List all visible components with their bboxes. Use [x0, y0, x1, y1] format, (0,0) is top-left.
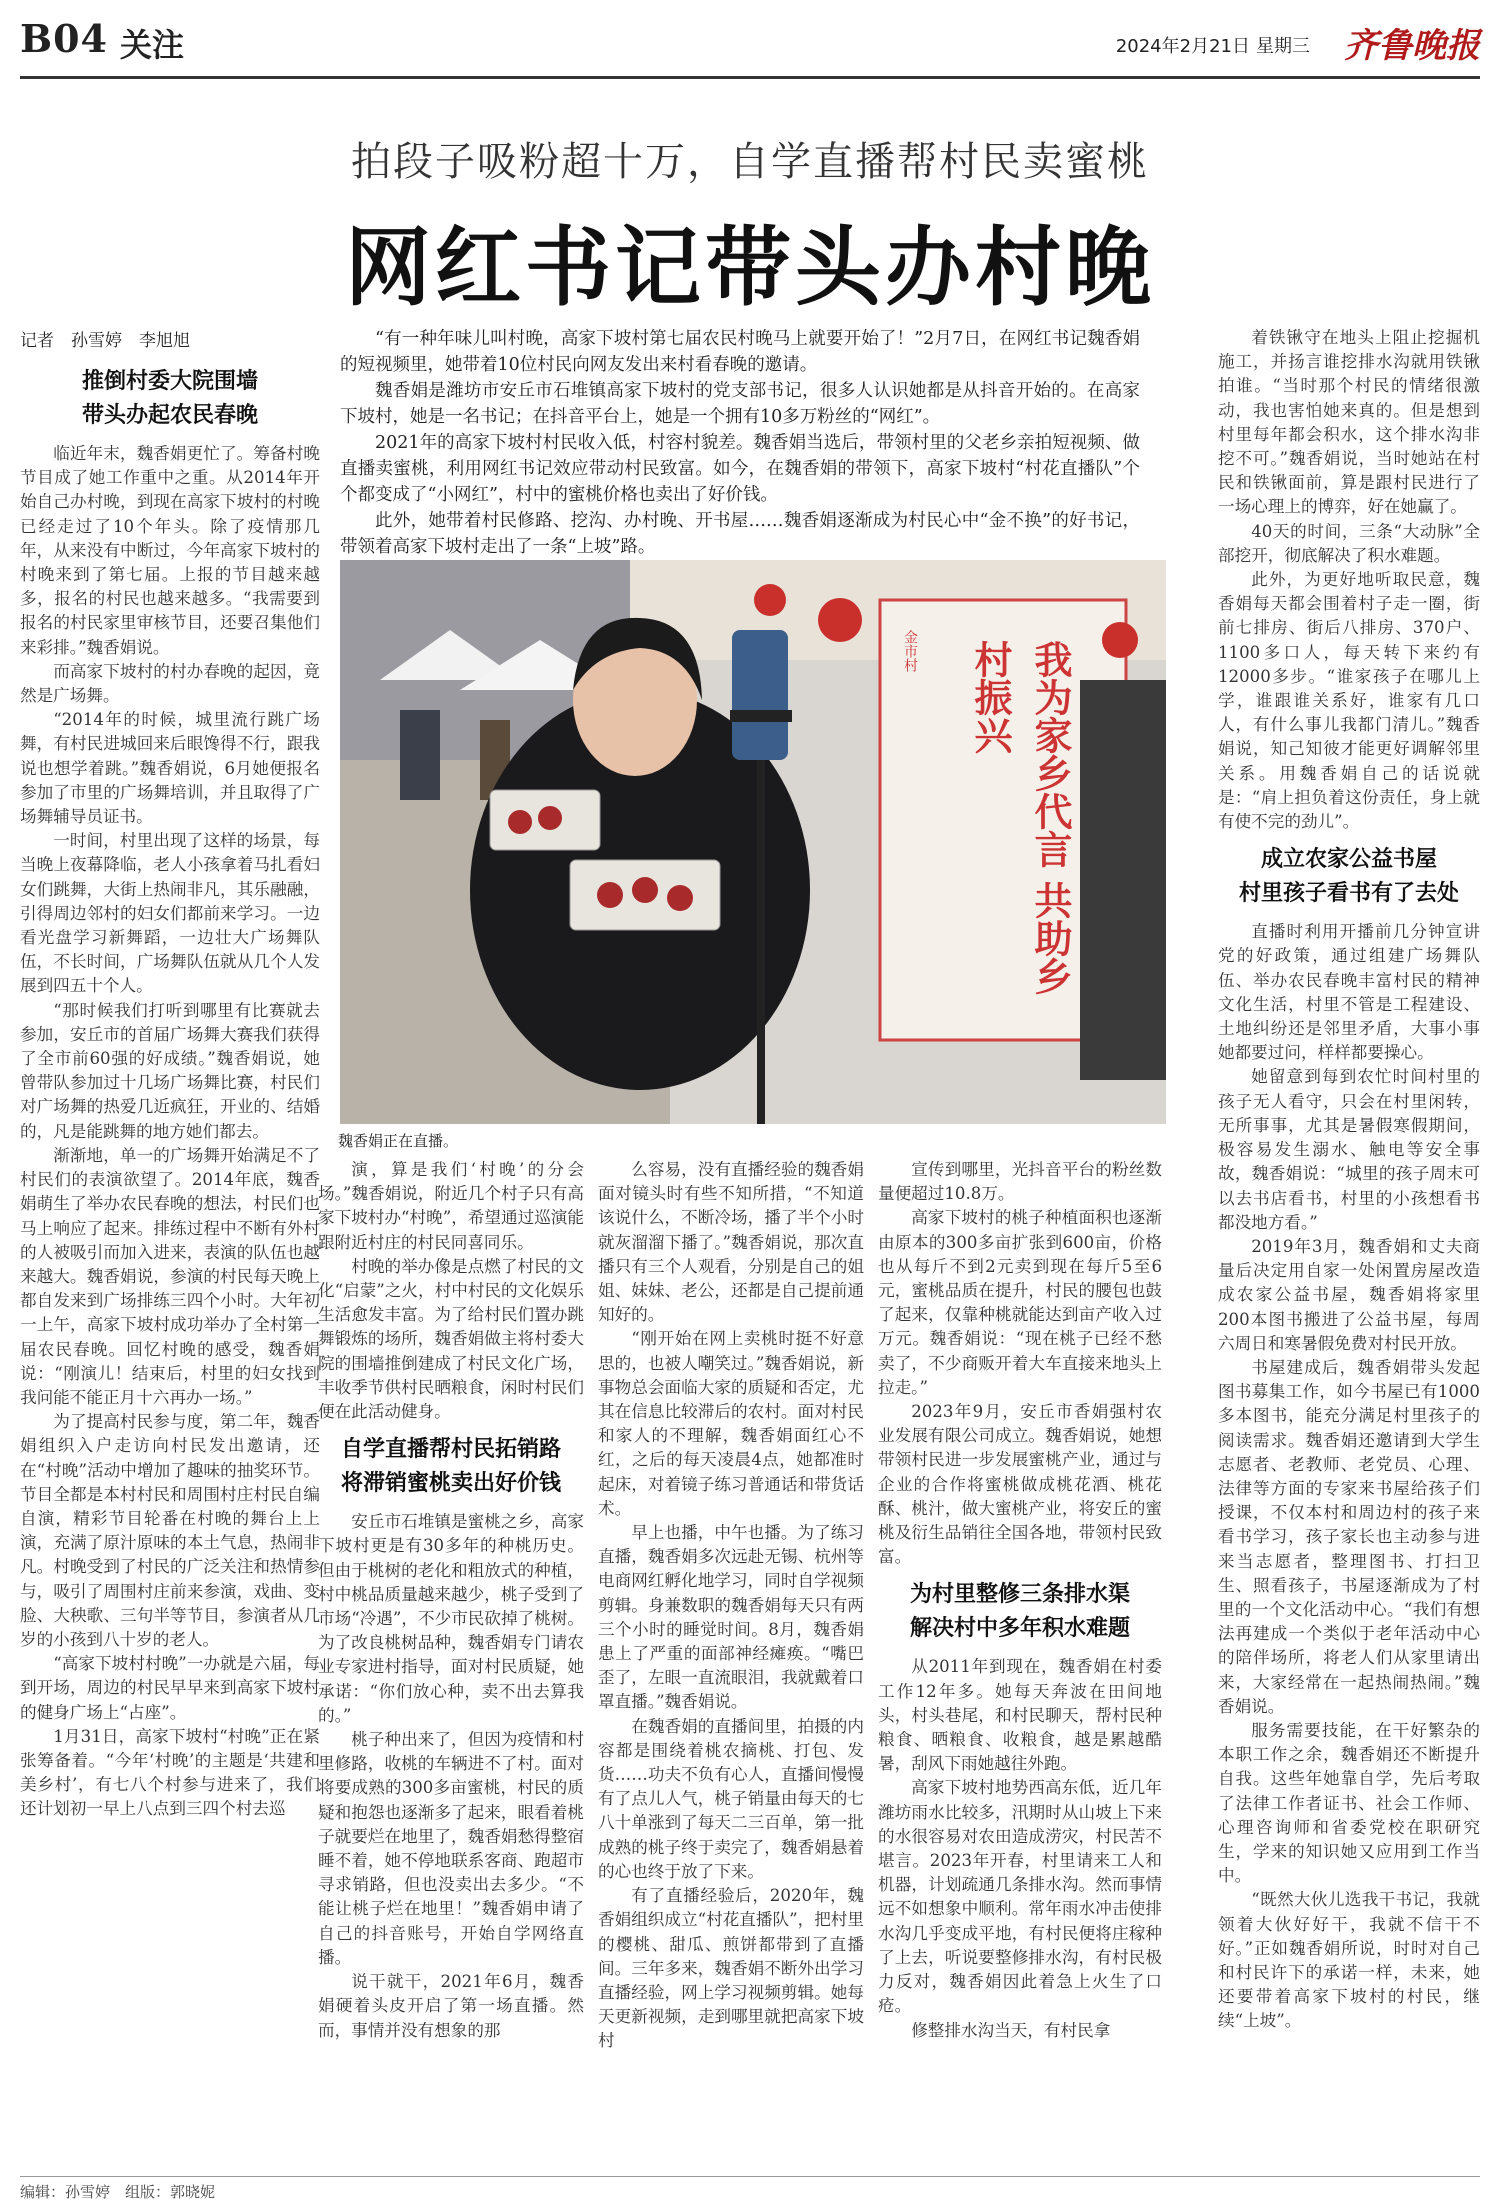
- paragraph: 村晚的举办像是点燃了村民的文化“启蒙”之火，村中村民的文化娱乐生活愈发丰富。为了给村民们置办跳舞锻炼的场所，魏香娟做主将村委大院的围墙推倒建成了村民文化广场，丰收季节供村民晒粮食，闲时村民们便在此活动健身。: [318, 1256, 584, 1422]
- heading-line: 自学直播帮村民拓销路: [340, 1436, 561, 1463]
- lead-paragraph: 2021年的高家下坡村村民收入低，村容村貌差。魏香娟当选后，带领村里的父老乡亲拍短视频、做直播卖蜜桃，利用网红书记效应带动村民致富。如今，在魏香娟的带领下，高家下坡村“村花直播队”个个都变成了“小网红”，村中的蜜桃价格也卖出了好价钱。: [340, 433, 1140, 505]
- paragraph: 她留意到每到农忙时间村里的孩子无人看守，只会在村里闲转，无所事事，尤其是暑假寒假期间，极容易发生溺水、触电等安全事故，魏香娟说：“城里的孩子周末可以去书店看书，村里的小孩想看书都没地方看。”: [1218, 1067, 1480, 1232]
- paragraph: “既然大伙儿选我干书记，我就领着大伙好好干，我就不信干不好。”正如魏香娟所说，时时对自己和村民许下的承诺一样，未来，她还要带着高家下坡村的村民，继续“上坡”。: [1218, 1890, 1480, 2031]
- page-footer: 编辑：孙雪婷 组版：郭晓妮: [20, 2176, 1480, 2202]
- paragraph: 着铁锹守在地头上阻止挖掘机施工，并扬言谁挖排水沟就用铁锹拍谁。“当时那个村民的情绪很激动，我也害怕她来真的。但是想到村里每年都会积水，这个排水沟非挖不可。”魏香娟说，当时她站在村民和铁锹面前，算是跟村民进行了一场心理上的博弈，好在她赢了。: [1218, 328, 1480, 517]
- heading-line: 村里孩子看书有了去处: [1238, 880, 1459, 907]
- issue-weekday: 星期三: [1256, 36, 1310, 57]
- paragraph: 2019年3月，魏香娟和丈夫商量后决定用自家一处闲置房屋改造成农家公益书屋，魏香娟将家里200本图书搬进了公益书屋，每周六周日和寒暑假免费对村民开放。: [1218, 1236, 1480, 1353]
- lead-paragraph: “有一种年味儿叫村晚，高家下坡村第七届农民村晚马上就要开始了！”2月7日，在网红书记魏香娟的短视频里，她带着10位村民向网友发出来村看春晚的邀请。: [340, 329, 1140, 375]
- section-name: 关注: [120, 26, 185, 64]
- paragraph: 桃子种出来了，但因为疫情和村里修路，收桃的车辆进不了村。面对将要成熟的300多亩蜜桃，村民的质疑和抱怨也逐渐多了起来，眼看着桃子就要烂在地里了，魏香娟愁得整宿睡不着，她不停地联系客商、跑超市寻求销路，但也没卖出去多少。“不能让桃子烂在地里！”魏香娟申请了自己的抖音账号，开始自学网络直播。: [318, 1730, 584, 1967]
- article-column-1: [20, 356, 320, 1822]
- paragraph: 一时间，村里出现了这样的场景，每当晚上夜幕降临，老人小孩拿着马扎看妇女们跳舞，大街上热闹非凡，其乐融融，引得周边邻村的妇女们都前来学习。一边看光盘学习新舞蹈，一边壮大广场舞队伍，不长时间，广场舞队伍就从几个人发展到四五十个人。: [20, 831, 320, 996]
- section-heading: [1218, 842, 1480, 910]
- paragraph: 说干就干，2021年6月，魏香娟硬着头皮开启了第一场直播。然而，事情并没有想象的那: [318, 1972, 584, 2040]
- paragraph: 从2011年到现在，魏香娟在村委工作12年多。她每天奔波在田间地头，村头巷尾，和村民聊天，帮村民种粮食、晒粮食、收粮食，越是累越酷暑，刮风下雨她越往外跑。: [878, 1657, 1162, 1774]
- lead-paragraph: 此外，她带着村民修路、挖沟、办村晚、开书屋……魏香娟逐渐成为村民心中“金不换”的好书记，带领着高家下坡村走出了一条“上坡”路。: [340, 511, 1140, 557]
- photo-banner: [900, 630, 1073, 1010]
- headline-subtitle: 拍段子吸粉超十万，自学直播帮村民卖蜜桃: [351, 139, 1149, 185]
- section-heading: [20, 364, 320, 432]
- byline: 记者 孙雪婷 李旭旭: [20, 331, 190, 351]
- article-column-5: [1218, 326, 1480, 2034]
- paragraph: 而高家下坡村的村办春晚的起因，竟然是广场舞。: [20, 661, 320, 706]
- lead-paragraph: 魏香娟是潍坊市安丘市石堆镇高家下坡村的党支部书记，很多人认识她都是从抖音开始的。在高家下坡村，她是一名书记；在抖音平台上，她是一个拥有10多万粉丝的“网红”。: [340, 381, 1140, 427]
- paragraph: 在魏香娟的直播间里，拍摄的内容都是围绕着桃农摘桃、打包、发货……功夫不负有心人，直播间慢慢有了点儿人气，桃子销量由每天的七八十单涨到了每天二三百单，第一批成熟的桃子终于卖完了，魏香娟悬着的心也终于放了下来。: [598, 1716, 864, 1881]
- article-column-2: [318, 1158, 584, 2043]
- banner-side-text: 金市村: [902, 630, 918, 672]
- paragraph: 为了提高村民参与度，第二年，魏香娟组织入户走访向村民发出邀请，还在“村晚”活动中增加了趣味的抽奖环节。节目全都是本村村民和周围村庄村民自编自演，精彩节目轮番在村晚的舞台上上演，充满了原汁原味的本土气息，热闹非凡。村晚受到了村民的广泛关注和热情参与，吸引了周围村庄前来参演，戏曲、变脸、大秧歌、三句半等节目，参演者从几岁的小孩到八十岁的老人。: [20, 1412, 320, 1649]
- paragraph: 40天的时间，三条“大动脉”全部挖开，彻底解决了积水难题。: [1218, 521, 1480, 565]
- article-column-3: [598, 1158, 864, 2054]
- heading-line: 推倒村委大院围墙: [81, 368, 258, 394]
- section-heading: [878, 1577, 1162, 1645]
- issue-date: 2024年2月21日: [1115, 36, 1250, 57]
- newspaper-logo: 齐鲁晚报: [1344, 26, 1480, 66]
- paragraph: 早上也播，中午也播。为了练习直播，魏香娟多次远赴无锡、杭州等电商网红孵化地学习，同时自学视频剪辑。身兼数职的魏香娟每天只有两三个小时的睡觉时间。8月，魏香娟患上了严重的面部神经瘫痪。“嘴巴歪了，左眼一直流眼泪，我就戴着口罩直播。”魏香娟说。: [598, 1523, 864, 1712]
- paragraph: 此外，为更好地听取民意，魏香娟每天都会围着村子走一圈，街前七排房、街后八排房、370户、1100多口人，每天转下来约有12000多步。“谁家孩子在哪儿上学，谁跟谁关系好，谁家有几口人，有什么事儿我都门清儿。”魏香娟说，知己知彼才能更好调解邻里关系。用魏香娟自己的话说就是：“肩上担负着这份责任，身上就有使不完的劲儿”。: [1218, 570, 1480, 832]
- paragraph: 直播时利用开播前几分钟宣讲党的好政策，通过组建广场舞队伍、举办农民春晚丰富村民的精神文化生活，村里不管是工程建设、土地纠纷还是邻里矛盾，大事小事她都要过问，样样都要操心。: [1218, 922, 1480, 1063]
- paragraph: “2014年的时候，城里流行跳广场舞，有村民进城回来后眼馋得不行，跟我说也想学着跳。”魏香娟说，6月她便报名参加了市里的广场舞培训，并且取得了广场舞辅导员证书。: [20, 710, 320, 827]
- paragraph: 临近年末，魏香娟更忙了。筹备村晚节目成了她工作重中之重。从2014年开始自己办村晚，到现在高家下坡村的村晚已经走过了10个年头。除了疫情那几年，从来没有中断过，今年高家下坡村的村晚来到了第七届。上报的节目越来越多，报名的村民也越来越多。“我需要到报名的村民家里审核节目，还要召集他们来彩排。”魏香娟说。: [20, 444, 320, 657]
- heading-line: 成立农家公益书屋: [1260, 846, 1437, 873]
- page-number: B04: [20, 16, 108, 61]
- lead-text: [340, 326, 1140, 560]
- paragraph: “那时候我们打听到哪里有比赛就去参加，安丘市的首届广场舞大赛我们获得了全市前60强的好成绩。”魏香娟说，她曾带队参加过十几场广场舞比赛，村民们对广场舞的热爱几近疯狂，开业的、结婚的，凡是能跳舞的地方她们都去。: [20, 1000, 320, 1141]
- paragraph: “刚开始在网上卖桃时挺不好意思的，也被人嘲笑过。”魏香娟说，新事物总会面临大家的质疑和否定，尤其在信息比较滞后的农村。面对村民和家人的不理解，魏香娟面红心不红，之后的每天凌晨4点，她都准时起床，对着镜子练习普通话和带货话术。: [598, 1329, 864, 1518]
- paragraph: 么容易，没有直播经验的魏香娟面对镜头时有些不知所措，“不知道该说什么，不断冷场，播了半个小时就灰溜溜下播了。”魏香娟说，那次直播只有三个人观看，分别是自己的姐姐、妹妹、老公，还都是自己提前通知好的。: [598, 1160, 864, 1325]
- section-heading: [318, 1432, 584, 1500]
- article-photo: [340, 560, 1166, 1124]
- headline-title: 网红书记带头办村晚: [345, 217, 1155, 318]
- paragraph: 2023年9月，安丘市香娟强村农业发展有限公司成立。魏香娟说，她想带领村民进一步发展蜜桃产业，通过与企业的合作将蜜桃做成桃花酒、桃花酥、桃汁，做大蜜桃产业，将安丘的蜜桃及衍生品销往全国各地，带领村民致富。: [878, 1402, 1162, 1567]
- paragraph: 高家下坡村的桃子种植面积也逐渐由原本的300多亩扩张到600亩，价格也从每斤不到2元卖到现在每斤5至6元，蜜桃品质在提升，村民的腰包也鼓了起来，仅靠种桃就能达到亩产收入过万元。魏香娟说：“现在桃子已经不愁卖了，不少商贩开着大车直接来地头上拉走。”: [878, 1208, 1162, 1397]
- paragraph: 演，算是我们‘村晚’的分会场。”魏香娟说，附近几个村子只有高家下坡村办“村晚”，希望通过巡演能跟附近村庄的村民同喜同乐。: [318, 1160, 584, 1252]
- photo-caption: 魏香娟正在直播。: [338, 1132, 459, 1150]
- paragraph: 渐渐地，单一的广场舞开始满足不了村民们的表演欲望了。2014年底，魏香娟萌生了举办农民春晚的想法，村民们也马上响应了起来。排练过程中不断有外村的人被吸引而加入进来，表演的队伍也越来越大。魏香娟说，参演的村民每天晚上都自发来到广场排练三四个小时。大年初一上午，高家下坡村成功举办了全村第一届农民春晚。回忆村晚的感受，魏香娟说：“刚演儿！结束后，村里的妇女找到我问能不能正月十六再办一场。”: [20, 1145, 320, 1407]
- banner-slogan: 我为家乡代言 共助乡村振兴: [968, 640, 1073, 996]
- paragraph: 1月31日，高家下坡村“村晚”正在紧张筹备着。“今年‘村晚’的主题是‘共建和美乡村’，有七八个村参与进来了，我们还计划初一早上八点到三四个村去巡: [20, 1726, 320, 1819]
- paragraph: 安丘市石堆镇是蜜桃之乡，高家下坡村更是有30多年的种桃历史。但由于桃树的老化和粗放式的种植，村中桃品质量越来越少，桃子受到了市场“冷遇”，不少市民砍掉了桃树。为了改良桃树品种，魏香娟专门请农业专家进村指导，面对村民质疑，她承诺：“你们放心种，卖不出去算我的。”: [318, 1512, 584, 1725]
- page-header: [20, 14, 1480, 79]
- paragraph: 宣传到哪里，光抖音平台的粉丝数量便超过10.8万。: [878, 1160, 1162, 1204]
- paragraph: 书屋建成后，魏香娟带头发起图书募集工作，如今书屋已有1000多本图书，能充分满足村里孩子的阅读需求。魏香娟还邀请到大学生志愿者、老教师、老党员、心理、法律等方面的专家来书屋给孩子们授课，不仅本村和周边村的孩子来看书学习，孩子家长也主动参与进来当志愿者，整理图书、打扫卫生、照看孩子，书屋逐渐成为了村里的一个文化活动中心。“我们有想法再建成一个类似于老年活动中心的陪伴场所，将老人们从家里请出来，大家经常在一起热闹热闹。”魏香娟说。: [1218, 1357, 1480, 1716]
- heading-line: 为村里整修三条排水渠: [909, 1581, 1130, 1608]
- paragraph: 高家下坡村地势西高东低，近几年潍坊雨水比较多，汛期时从山坡上下来的水很容易对农田造成涝灾，村民苦不堪言。2023年开春，村里请来工人和机器，计划疏通几条排水沟。然而事情远不如想象中顺利。常年雨水冲击使排水沟几乎变成平地，有村民便将庄稼种了上去，听说要整修排水沟，有村民极力反对，魏香娟因此着急上火生了口疮。: [878, 1778, 1162, 2016]
- paragraph: 有了直播经验后，2020年，魏香娟组织成立“村花直播队”，把村里的樱桃、甜瓜、煎饼都带到了直播间。三年多来，魏香娟不断外出学习直播经验，网上学习视频剪辑。她每天更新视频，走到哪里就把高家下坡村: [598, 1886, 864, 2051]
- article-column-4: [878, 1158, 1162, 2043]
- paragraph: 修整排水沟当天，有村民拿: [911, 2020, 1111, 2040]
- paragraph: “高家下坡村村晚”一办就是六届，每到开场，周边的村民早早来到高家下坡村的健身广场上“占座”。: [20, 1654, 320, 1722]
- heading-line: 将滞销蜜桃卖出好价钱: [340, 1470, 561, 1497]
- paragraph: 服务需要技能，在干好繁杂的本职工作之余，魏香娟还不断提升自我。这些年她靠自学，先后考取了法律工作者证书、社会工作师、心理咨询师和省委党校在职研究生，学来的知识她又应用到工作当中。: [1218, 1720, 1480, 1886]
- heading-line: 带头办起农民春晚: [81, 402, 258, 428]
- heading-line: 解决村中多年积水难题: [909, 1615, 1130, 1642]
